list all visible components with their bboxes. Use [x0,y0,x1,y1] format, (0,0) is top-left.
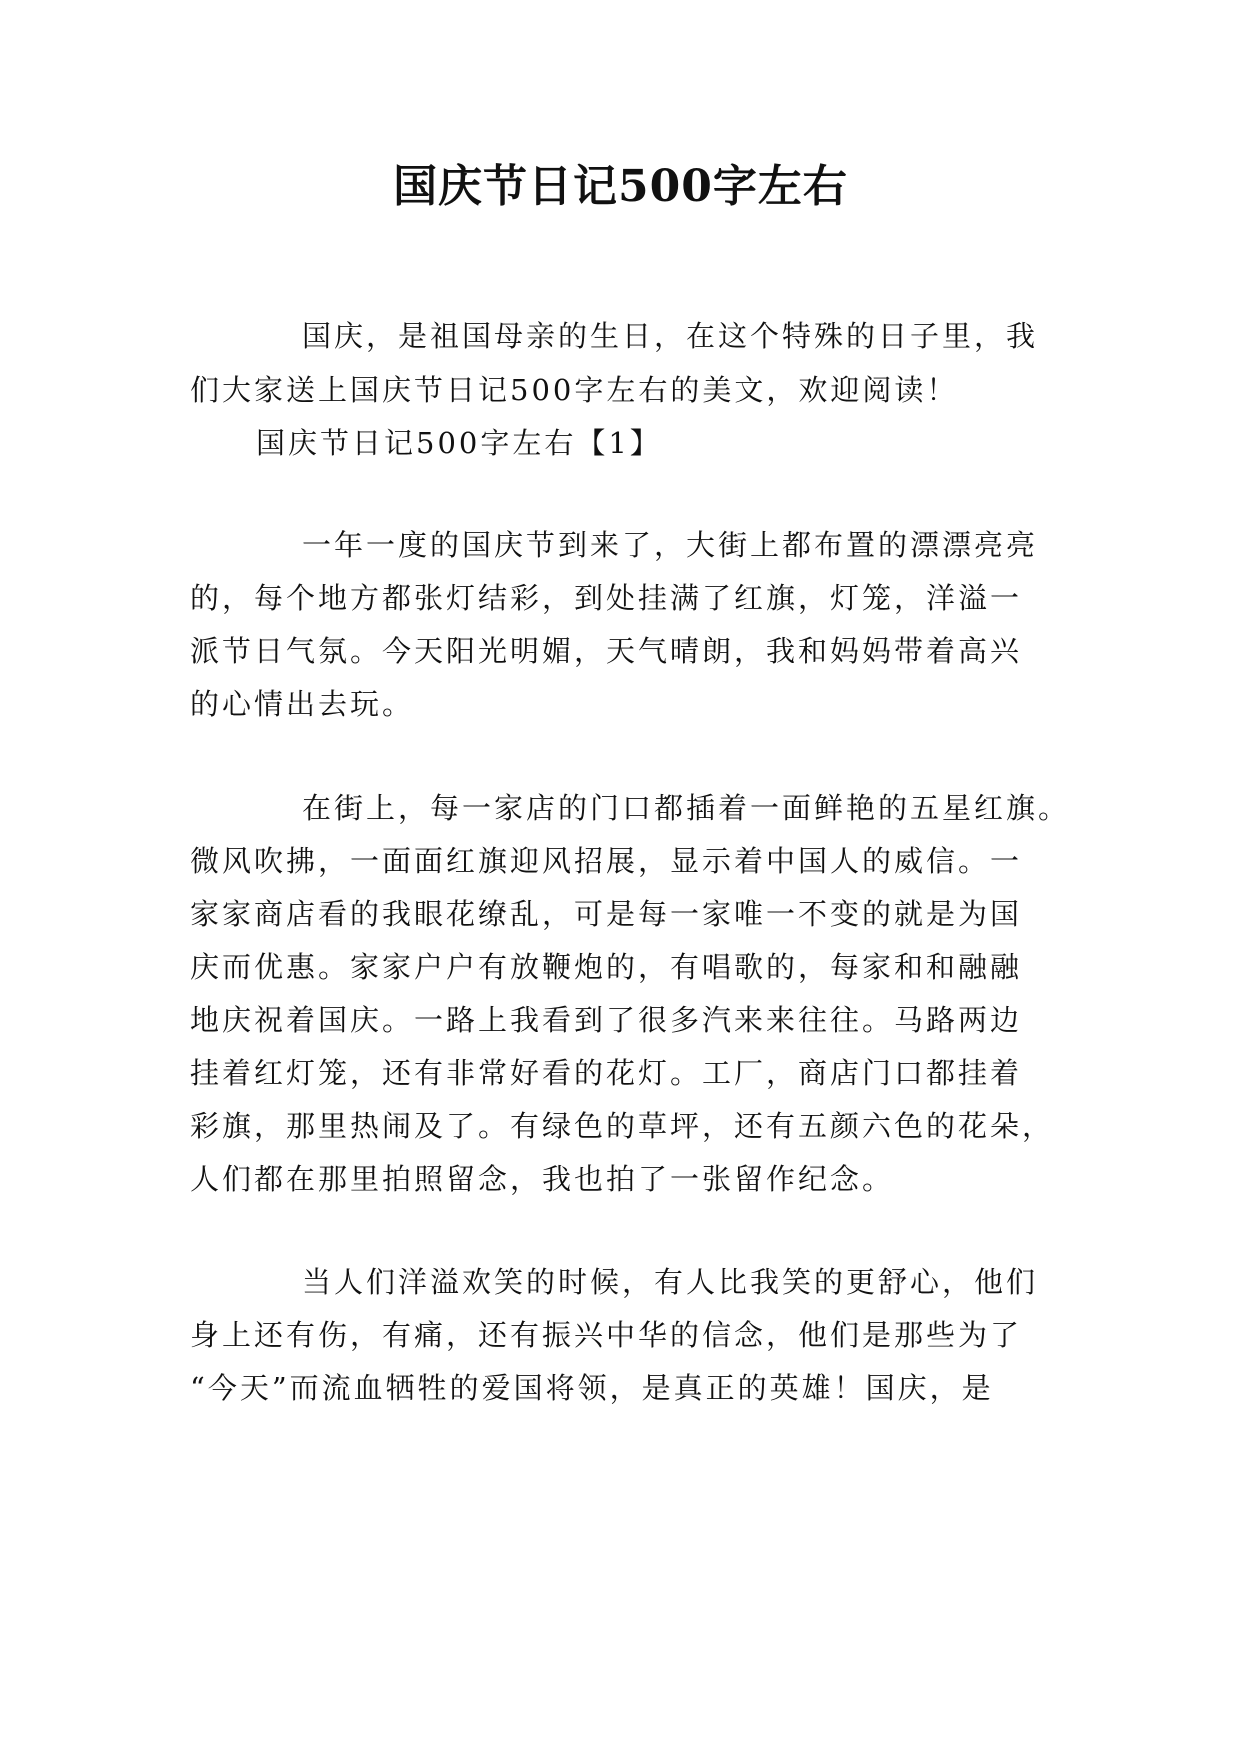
paragraph-line: “今天”而流血牺牲的爱国将领，是真正的英雄！国庆，是 [190,1371,994,1405]
document-title: 国庆节日记500字左右 [393,161,848,212]
intro-line: 们大家送上国庆节日记500字左右的美文，欢迎阅读！ [190,373,959,407]
paragraph-line: 庆而优惠。家家户户有放鞭炮的，有唱歌的，每家和和融融 [190,950,1023,984]
paragraph-line: 一年一度的国庆节到来了，大街上都布置的漂漂亮亮 [302,528,1039,562]
section-heading: 国庆节日记500字左右【1】 [256,426,662,460]
intro-line: 国庆，是祖国母亲的生日，在这个特殊的日子里，我 [302,319,1039,353]
paragraph-line: 挂着红灯笼，还有非常好看的花灯。工厂，商店门口都挂着 [190,1056,1023,1090]
paragraph-line: 地庆祝着国庆。一路上我看到了很多汽来来往往。马路两边 [190,1003,1023,1037]
paragraph-line: 的，每个地方都张灯结彩，到处挂满了红旗，灯笼，洋溢一 [190,581,1023,615]
paragraph-line: 派节日气氛。今天阳光明媚，天气晴朗，我和妈妈带着高兴 [190,634,1023,668]
paragraph-line: 的心情出去玩。 [190,687,415,721]
paragraph-line: 人们都在那里拍照留念，我也拍了一张留作纪念。 [190,1162,895,1196]
paragraph-line: 在街上，每一家店的门口都插着一面鲜艳的五星红旗。 [302,791,1071,825]
paragraph-line: 当人们洋溢欢笑的时候，有人比我笑的更舒心，他们 [302,1265,1039,1299]
paragraph-line: 彩旗，那里热闹及了。有绿色的草坪，还有五颜六色的花朵， [190,1109,1055,1143]
paragraph-line: 身上还有伤，有痛，还有振兴中华的信念，他们是那些为了 [190,1318,1023,1352]
paragraph-line: 家家商店看的我眼花缭乱，可是每一家唯一不变的就是为国 [190,897,1023,931]
paragraph-line: 微风吹拂，一面面红旗迎风招展，显示着中国人的威信。一 [190,844,1023,878]
